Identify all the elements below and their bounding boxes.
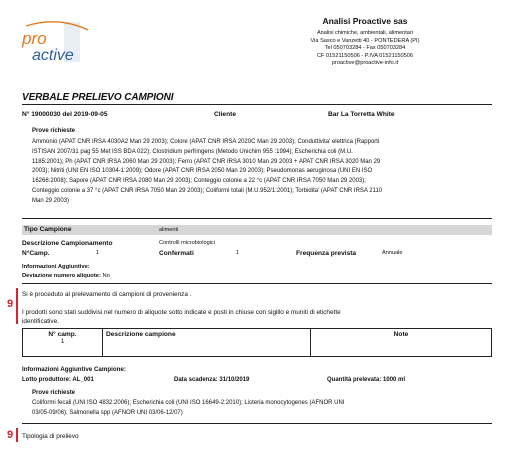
company-phone-line: Tel 050703284 - Fax 050703284 [324, 45, 406, 52]
company-info [300, 16, 430, 68]
frequenza-value: Annuale [382, 250, 403, 256]
deviazione-row [22, 273, 110, 279]
title-divider [22, 104, 492, 105]
statement-line-1: Si è proceduto al prelevamento di campioni di provenienza . [22, 291, 192, 298]
prove-campione-label: Prove richieste [32, 390, 76, 396]
statement-line-2a: I prodotti sono stati suddivisi nel numero di aliquote sotto indicate e posti in chiuse con sigillo e muniti di etichette [22, 309, 341, 316]
document-title: VERBALE PRELIEVO CAMPIONI [22, 92, 174, 103]
document-number: N° 19000030 del 2019-09-05 [22, 111, 108, 118]
logo-text-top: pro [22, 29, 47, 48]
ncamp-cell: 1 [60, 338, 65, 345]
info-aggiuntive-label: Informazioni Aggiuntive: [22, 264, 90, 270]
section-divider [22, 218, 492, 219]
tipo-campione-value: alimenti [159, 226, 179, 233]
logo-text-bottom: active [32, 47, 74, 64]
data-scadenza: Data scadenza: 31/10/2019 [174, 377, 250, 383]
frequenza-label: Frequenza prevista [296, 250, 357, 257]
sample-table [22, 328, 492, 357]
tipo-campione-label: Tipo Campione [24, 226, 72, 233]
deviazione-label: Deviazione numero aliquote: [22, 273, 101, 279]
deviazione-value: No [102, 273, 110, 279]
tipologia-prelievo: Tipologia di prelievo [22, 433, 79, 440]
red-marker-bar [16, 428, 18, 442]
client-name: Bar La Torretta White [328, 111, 395, 118]
prove-line: 16266:2008); Sapore (APAT CNR IRSA 2080 Man 29 2003); Conteggio colonie a 22 °c (APAT CNR IRSA 7050 Man 29 2003); [32, 178, 366, 185]
ncamp-header: N° camp. [48, 331, 77, 338]
info-campione-label: Informazioni Aggiuntive Campione: [22, 366, 126, 373]
prove-line: 2003); Nitriti (UNI EN ISO 10304-1:2009); Odore (APAT CNR IRSA 2050 Man 29 2003); Pseudomonas aeruginosa (UNI EN ISO [32, 168, 373, 175]
company-tax-line: CF 01521150506 - P.IVA 01521150506 [316, 52, 413, 59]
prove-line: Man 29 2003) [32, 197, 70, 204]
table-cell-note [311, 329, 492, 357]
note-header: Note [393, 331, 409, 338]
prove-line: ISTISAN 2007/31 pag 55 Met ISS BDA 022); Clostridium perfringens (Metodo Unichim 955 :1994); Escherichia coli (M.U. [32, 148, 353, 155]
section-divider [22, 283, 492, 284]
confermati-value: 1 [236, 250, 240, 256]
prove-line: Ammonio (APAT CNR IRSA 4030A2 Man 29 2003); Colore (APAT CNR IRSA 2020C Man 29 2003); Conduttivita' elettrica (Rapporti [32, 139, 380, 145]
company-name: Analisi Proactive sas [322, 16, 408, 26]
marker-digit: 9 [7, 429, 14, 441]
prove-line: 1185:2001); Ph (APAT CNR IRSA 2060 Man 29 2003); Ferro (APAT CNR IRSA 3010 Man 29 2003 + APAT CNR IRSA 3020 Man 29 [32, 158, 381, 165]
ncamp-value: 1 [96, 250, 100, 256]
client-label: Cliente [214, 111, 236, 118]
descrizione-value: Controlli microbiologici [159, 240, 215, 246]
descrizione-header: Descrizione campione [106, 331, 176, 338]
company-email: proactive@proactive-info.it [331, 60, 399, 67]
table-cell-ncamp [23, 329, 103, 357]
company-logo [18, 20, 98, 66]
prove-campione-line: 03/05-09/06); Salmonella spp (AFNOR UNI 03/06-12/07) [32, 409, 183, 416]
statement-line-2b: identificative. [22, 317, 59, 325]
ncamp-label: N°Camp. [22, 250, 50, 257]
prove-campione-text [32, 399, 492, 419]
descrizione-label: Descrizione Campionamento [22, 240, 113, 247]
table-cell-descrizione [103, 329, 311, 357]
tipo-campione-band [22, 225, 492, 235]
company-address-line: Analisi chimiche, ambientali, alimentari [316, 30, 414, 36]
marker-digit: 9 [7, 298, 14, 310]
quantita-prelevata: Quantità prelevata: 1000 ml [327, 377, 406, 383]
prove-richieste-label: Prove richieste [32, 128, 76, 134]
table-row [23, 329, 492, 357]
statement-line-2 [22, 309, 492, 326]
red-marker-bar [16, 288, 18, 324]
company-address-line: Via Sasco e Vanzetti 40 - PONTEDERA (PI) [310, 37, 420, 44]
section-divider [22, 423, 492, 424]
confermati-label: Confermati [159, 250, 194, 257]
lotto-produttore: Lotto produttore: AL_001 [22, 377, 94, 383]
prove-campione-line: Coliformi fecali (UNI ISO 4832:2006); Escherichia coli (UNI ISO 16649-2:2010); Listeria monocytogenes (AFNOR UNI [32, 400, 345, 406]
prove-line: Conteggio colonie a 37 °c (APAT CNR IRSA 7050 Man 29 2003); Coliformi totali (M.U.952/1:2001); Torbidita' (APAT CNR IRSA 2110 [32, 187, 383, 194]
logo-graphic [18, 20, 98, 66]
prove-richieste-text [32, 138, 502, 207]
